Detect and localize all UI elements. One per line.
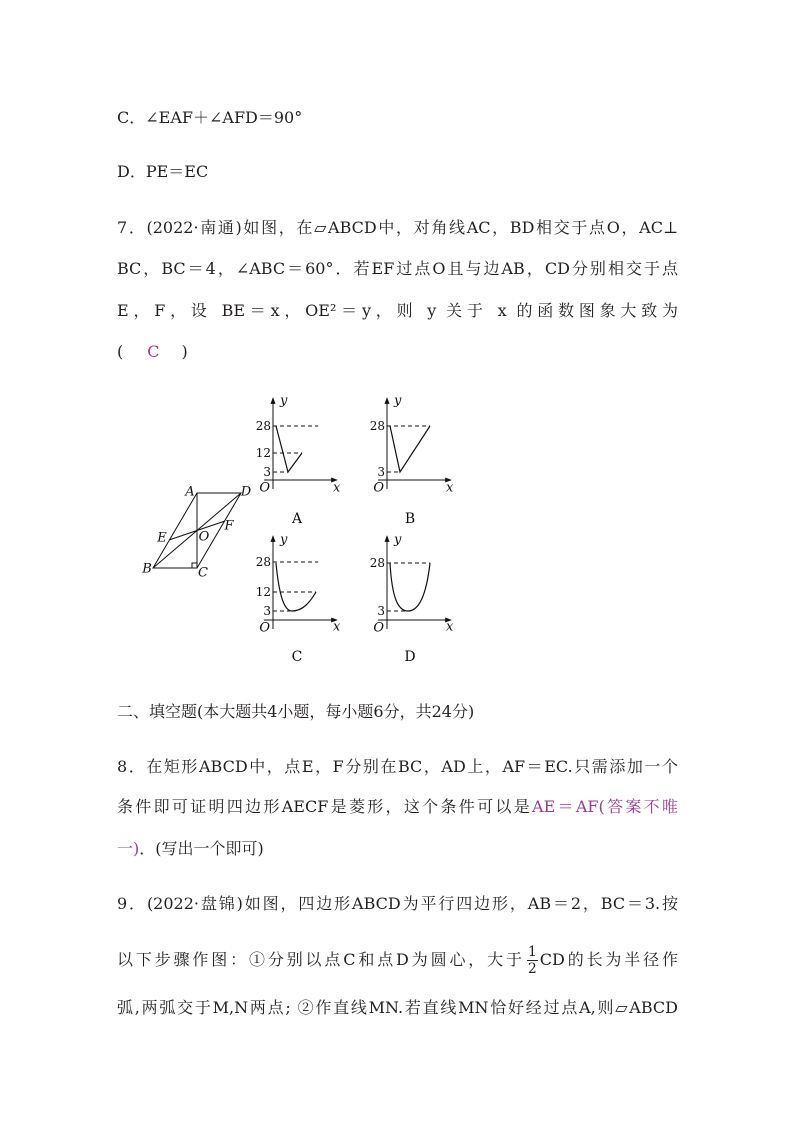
graph-curve <box>390 563 430 611</box>
origin-label: O <box>373 480 384 496</box>
y-axis-label: y <box>280 532 288 548</box>
tick-label-3: 3 <box>377 604 385 618</box>
answer-close-paren: ) <box>181 342 188 361</box>
q9-line-1: 9．(2022·盘锦)如图，四边形ABCD为平行四边形，AB＝2，BC＝3.按 <box>117 894 678 913</box>
q7-line-2: BC，BC＝4，∠ABC＝60°．若EF过点O且与边AB，CD分别相交于点 <box>117 259 678 278</box>
graph-d <box>370 533 454 666</box>
graph-caption: D <box>404 649 416 665</box>
point-label-o: O <box>198 529 210 545</box>
q9-line-2-before: 以下步骤作图：①分别以点C和点D为圆心，大于 <box>117 950 525 969</box>
vertex-label-d: D <box>240 484 252 500</box>
q7-answer: C <box>147 342 160 361</box>
tick-label-12: 12 <box>255 585 271 599</box>
x-axis-label: x <box>446 480 454 496</box>
graph-caption: C <box>291 649 303 665</box>
x-axis-label: x <box>333 480 341 496</box>
vertex-label-b: B <box>142 561 152 577</box>
q8-line-2-text: 条件即可证明四边形AECF是菱形，这个条件可以是 <box>117 797 533 816</box>
q8-answer-part-1: AE＝AF(答案不唯 <box>532 797 678 816</box>
tick-label-12: 12 <box>255 446 271 460</box>
right-angle-mark <box>192 563 197 568</box>
q7-line-3: E，F，设 BE＝x，OE²＝y，则 y 关于 x 的函数图象大致为 <box>117 301 678 320</box>
vertex-label-c: C <box>198 565 208 581</box>
tick-label-3: 3 <box>377 465 385 479</box>
q7-line-1: 7．(2022·南通)如图，在▱ABCD中，对角线AC，BD相交于点O，AC⊥ <box>117 218 678 237</box>
q9-line-2 <box>117 944 678 977</box>
option-d: D．PE＝EC <box>117 162 209 181</box>
graph-curve <box>276 563 316 611</box>
q8-line-3 <box>117 837 678 861</box>
q8-line-3-text: ．(写出一个即可) <box>139 839 264 858</box>
tick-label-3: 3 <box>263 604 271 618</box>
q8-answer-part-2: 一) <box>117 839 140 858</box>
origin-label: O <box>259 620 270 636</box>
origin-label: O <box>259 480 270 496</box>
q9-line-3: 弧,两弧交于M,N两点; ②作直线MN.若直线MN恰好经过点A,则▱ABCD <box>117 998 678 1017</box>
graph-a <box>256 394 341 528</box>
graph-caption: B <box>404 511 416 527</box>
tick-label-28: 28 <box>255 555 271 569</box>
tick-label-28: 28 <box>369 419 385 433</box>
graph-curve <box>276 426 302 472</box>
y-axis-label: y <box>394 393 402 409</box>
section-2-title: 二、填空题(本大题共4小题，每小题6分，共24分) <box>117 702 475 721</box>
tick-label-28: 28 <box>255 419 271 433</box>
q7-answer-line <box>117 340 678 364</box>
fraction-denominator: 2 <box>527 961 537 977</box>
y-axis-label: y <box>280 393 288 409</box>
graph-b <box>370 394 454 528</box>
vertex-label-a: A <box>185 484 195 500</box>
graph-caption: A <box>291 511 303 527</box>
point-label-f: F <box>224 518 234 534</box>
q9-line-2-after: CD的长为半径作 <box>539 950 678 969</box>
tick-label-3: 3 <box>263 465 271 479</box>
option-c: C．∠EAF＋∠AFD＝90° <box>117 108 303 127</box>
origin-label: O <box>373 620 384 636</box>
q8-line-1: 8．在矩形ABCD中，点E，F分别在BC，AD上，AF＝EC.只需添加一个 <box>117 757 678 776</box>
graph-c <box>256 533 341 666</box>
x-axis-label: x <box>446 619 454 635</box>
q7-figure <box>140 390 460 670</box>
y-axis-label: y <box>394 532 402 548</box>
tick-label-28: 28 <box>369 556 385 570</box>
answer-open-paren: ( <box>117 342 124 361</box>
fraction-one-half <box>527 944 538 977</box>
graph-curve <box>390 426 430 472</box>
fraction-numerator: 1 <box>527 944 537 960</box>
x-axis-label: x <box>333 619 341 635</box>
point-label-e: E <box>157 530 167 546</box>
q8-line-2 <box>117 795 678 819</box>
